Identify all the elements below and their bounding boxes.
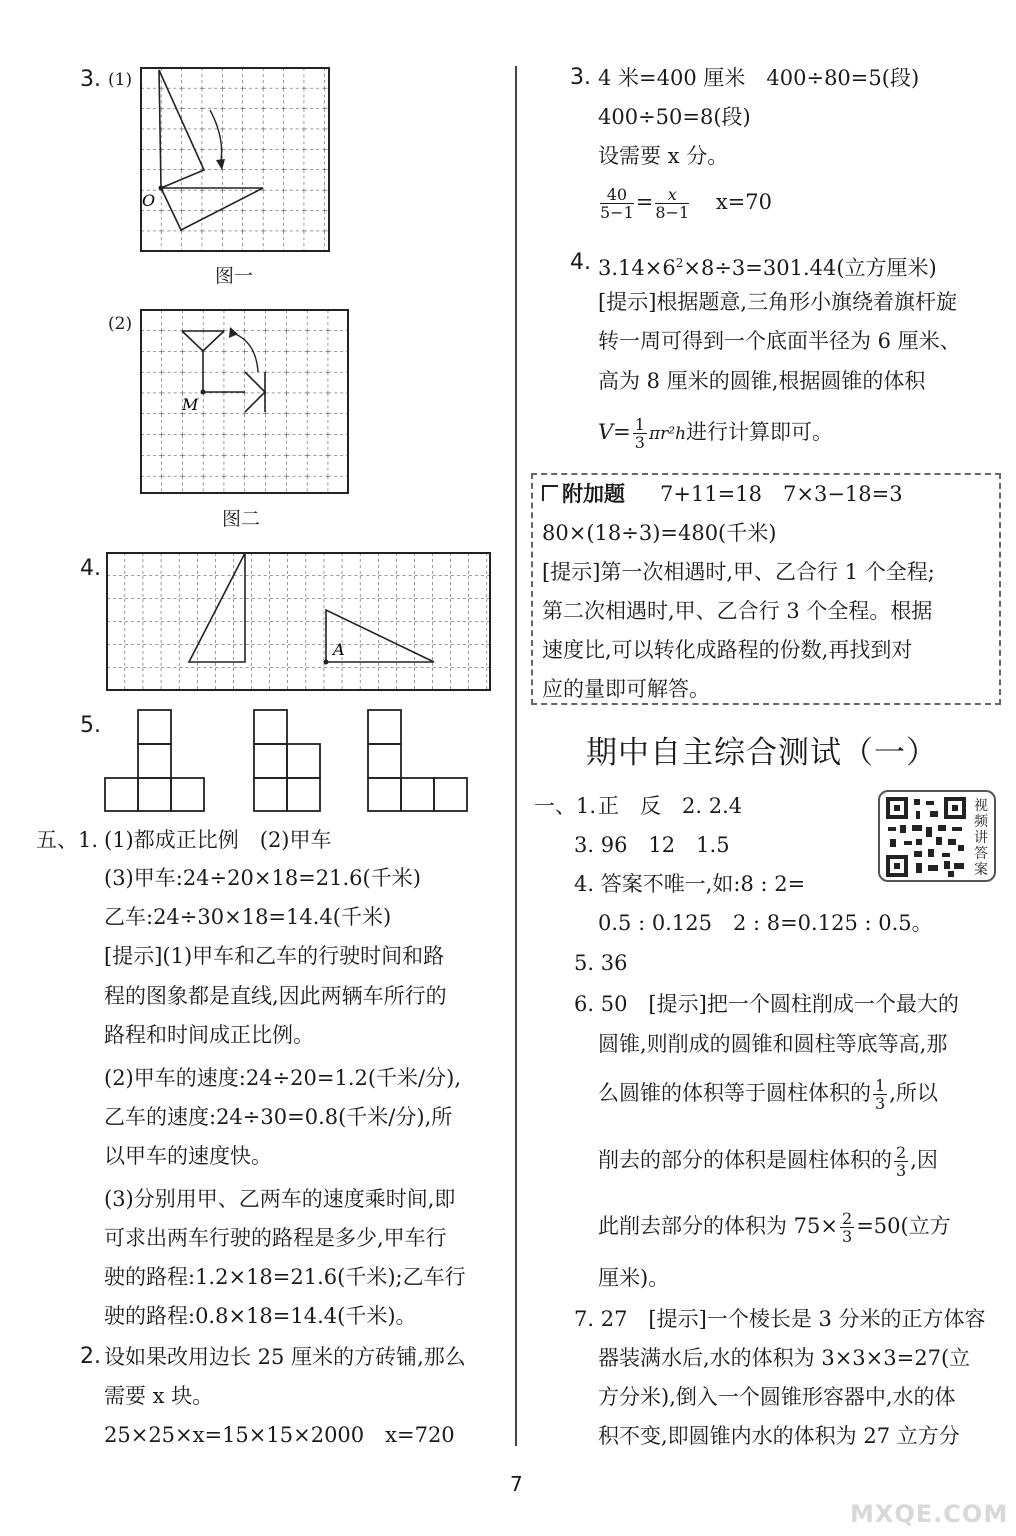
text-line: 转一周可得到一个底面半径为 6 厘米、 — [598, 329, 961, 353]
fraction-denominator: 8−1 — [655, 203, 690, 222]
text-line: 80×(18÷3)=480(千米) — [542, 521, 777, 545]
text-line: 6. 50 [提示]把一个圆柱削成一个最大的 — [574, 992, 959, 1016]
text-line: 乙车:24÷30×18=14.4(千米) — [104, 905, 392, 929]
page-number: 7 — [510, 1472, 523, 1496]
formula-body: πr²h — [648, 424, 687, 444]
q3-label: 3. — [80, 67, 101, 92]
text-line: 可求出两车行驶的路程是多少,甲车行 — [104, 1226, 447, 1250]
text-line: 设如果改用边长 25 厘米的方砖铺,那么 — [104, 1345, 466, 1369]
text-line: 驶的路程:0.8×18=14.4(千米)。 — [104, 1304, 417, 1328]
fraction-denominator: 3 — [634, 433, 645, 452]
proportion-equation — [598, 186, 772, 221]
fig2-point-m: M — [182, 395, 199, 414]
text-line: 25×25×x=15×15×2000 x=720 — [104, 1423, 455, 1447]
text-part: 此削去部分的体积为 75× — [598, 1214, 838, 1238]
text-line: 应的量即可解答。 — [542, 677, 710, 701]
q2-label: 2. — [80, 1344, 101, 1369]
text-line: 4. 答案不唯一,如:8 : 2= — [574, 872, 806, 896]
watermark: MXQE.COM — [850, 1500, 1009, 1528]
text-line: (3)甲车:24÷20×18=21.6(千米) — [104, 866, 421, 890]
text-line: 第二次相遇时,甲、乙合行 3 个全程。根据 — [542, 599, 933, 623]
figure-2-grid — [130, 300, 355, 500]
superscript: 2 — [675, 256, 684, 270]
text-line: 设需要 x 分。 — [598, 144, 729, 168]
text-line: 0.5 : 0.125 2 : 8=0.125 : 0.5。 — [598, 911, 933, 935]
text-part: 削去的部分的体积是圆柱体积的 — [598, 1148, 892, 1172]
q5-label: 5. — [80, 713, 101, 738]
text-line: 路程和时间成正比例。 — [104, 1023, 314, 1047]
text-line — [598, 1077, 938, 1112]
fraction-denominator: 3 — [896, 1161, 907, 1180]
bonus-flag-icon — [542, 485, 558, 501]
text-line — [598, 1210, 951, 1245]
q3-sub1-label: (1) — [108, 70, 133, 90]
text-line: 积不变,即圆锥内水的体积为 27 立方分 — [598, 1424, 960, 1448]
cone-formula-line — [598, 416, 833, 451]
text-line: 程的图象都是直线,因此两辆车所行的 — [104, 984, 447, 1008]
text-line: (2)甲车的速度:24÷20=1.2(千米/分), — [104, 1066, 461, 1090]
text-line: 需要 x 块。 — [104, 1384, 214, 1408]
text-line — [598, 249, 937, 282]
fraction-numerator: x — [655, 186, 689, 204]
r-q4-label: 4. — [570, 250, 591, 275]
text-line: [提示]第一次相遇时,甲、乙合行 1 个全程; — [542, 560, 935, 584]
text-part: ×8÷3=301.44(立方厘米) — [683, 256, 937, 280]
fraction-numerator: 1 — [875, 1076, 886, 1095]
fraction-numerator: 1 — [634, 415, 645, 434]
text-part: =50(立方 — [856, 1214, 951, 1238]
figure-1-caption: 图一 — [215, 265, 254, 287]
column-divider — [515, 66, 517, 1446]
qr-code-icon — [886, 797, 966, 877]
answer: x=70 — [715, 190, 772, 214]
figure-1-grid — [130, 60, 340, 260]
text-line: [提示]根据题意,三角形小旗绕着旗杆旋 — [598, 290, 958, 314]
fig1-point-o: O — [142, 191, 156, 210]
fraction-numerator: 40 — [600, 186, 634, 204]
r-q3-label: 3. — [570, 65, 591, 90]
fig4-point-a: A — [333, 640, 345, 659]
equals-sign: = — [635, 190, 654, 214]
fraction-denominator: 5−1 — [600, 203, 634, 222]
qr-label: 视频讲答案 — [974, 798, 988, 878]
figure-2-caption: 图二 — [222, 508, 261, 530]
q3-sub2-label: (2) — [108, 314, 133, 334]
section-heading: 期中自主综合测试（一） — [586, 735, 938, 771]
text-line: 7. 27 [提示]一个棱长是 3 分米的正方体容 — [574, 1307, 986, 1331]
text-line: 圆锥,则削成的圆锥和圆柱等底等高,那 — [598, 1032, 948, 1056]
text-line: 方分米),倒入一个圆锥形容器中,水的体 — [598, 1385, 956, 1409]
text-line: 正 反 2. 2.4 — [598, 794, 743, 818]
text-line: 厘米)。 — [598, 1266, 670, 1290]
formula-v: V= — [598, 420, 631, 444]
fraction-numerator: 2 — [842, 1209, 853, 1228]
text-line: 器装满水后,水的体积为 3×3×3=27(立 — [598, 1346, 971, 1370]
text-line: 4 米=400 厘米 400÷80=5(段) — [598, 66, 920, 90]
text-line: 乙车的速度:24÷30=0.8(千米/分),所 — [104, 1105, 453, 1129]
text-line: 高为 8 厘米的圆锥,根据圆锥的体积 — [598, 369, 926, 393]
text-part: ,所以 — [889, 1081, 938, 1105]
text-line: 驶的路程:1.2×18=21.6(千米);乙车行 — [104, 1265, 466, 1289]
text-line — [598, 1144, 938, 1179]
q4-label: 4. — [80, 556, 101, 581]
figure-5-views — [100, 705, 480, 815]
fraction-denominator: 3 — [842, 1227, 853, 1246]
section1-q1-label: 一、1. — [534, 794, 597, 818]
text-line: 速度比,可以转化成路程的份数,再找到对 — [542, 638, 913, 662]
figure-4-grid — [100, 548, 495, 694]
text-line: [提示](1)甲车和乙车的行驶时间和路 — [104, 944, 445, 968]
text-part: 进行计算即可。 — [686, 420, 834, 444]
text-line: 7+11=18 7×3−18=3 — [660, 482, 903, 506]
text-line: (1)都成正比例 (2)甲车 — [104, 828, 332, 852]
text-line: 以甲车的速度快。 — [104, 1144, 272, 1168]
text-part: ,因 — [910, 1148, 938, 1172]
text-part: 3.14×6 — [598, 256, 676, 280]
text-line: 3. 96 12 1.5 — [574, 833, 730, 857]
fraction-denominator: 3 — [875, 1094, 886, 1113]
text-line: 400÷50=8(段) — [598, 105, 751, 129]
fraction-numerator: 2 — [896, 1143, 907, 1162]
text-line: (3)分别用甲、乙两车的速度乘时间,即 — [104, 1187, 456, 1211]
bonus-title — [542, 480, 625, 508]
text-line: 5. 36 — [574, 951, 628, 975]
text-part: 么圆锥的体积等于圆柱体积的 — [598, 1081, 871, 1105]
bonus-title-text: 附加题 — [562, 482, 625, 506]
qr-card[interactable] — [878, 790, 996, 882]
section5-q1-label: 五、1. — [36, 828, 99, 852]
